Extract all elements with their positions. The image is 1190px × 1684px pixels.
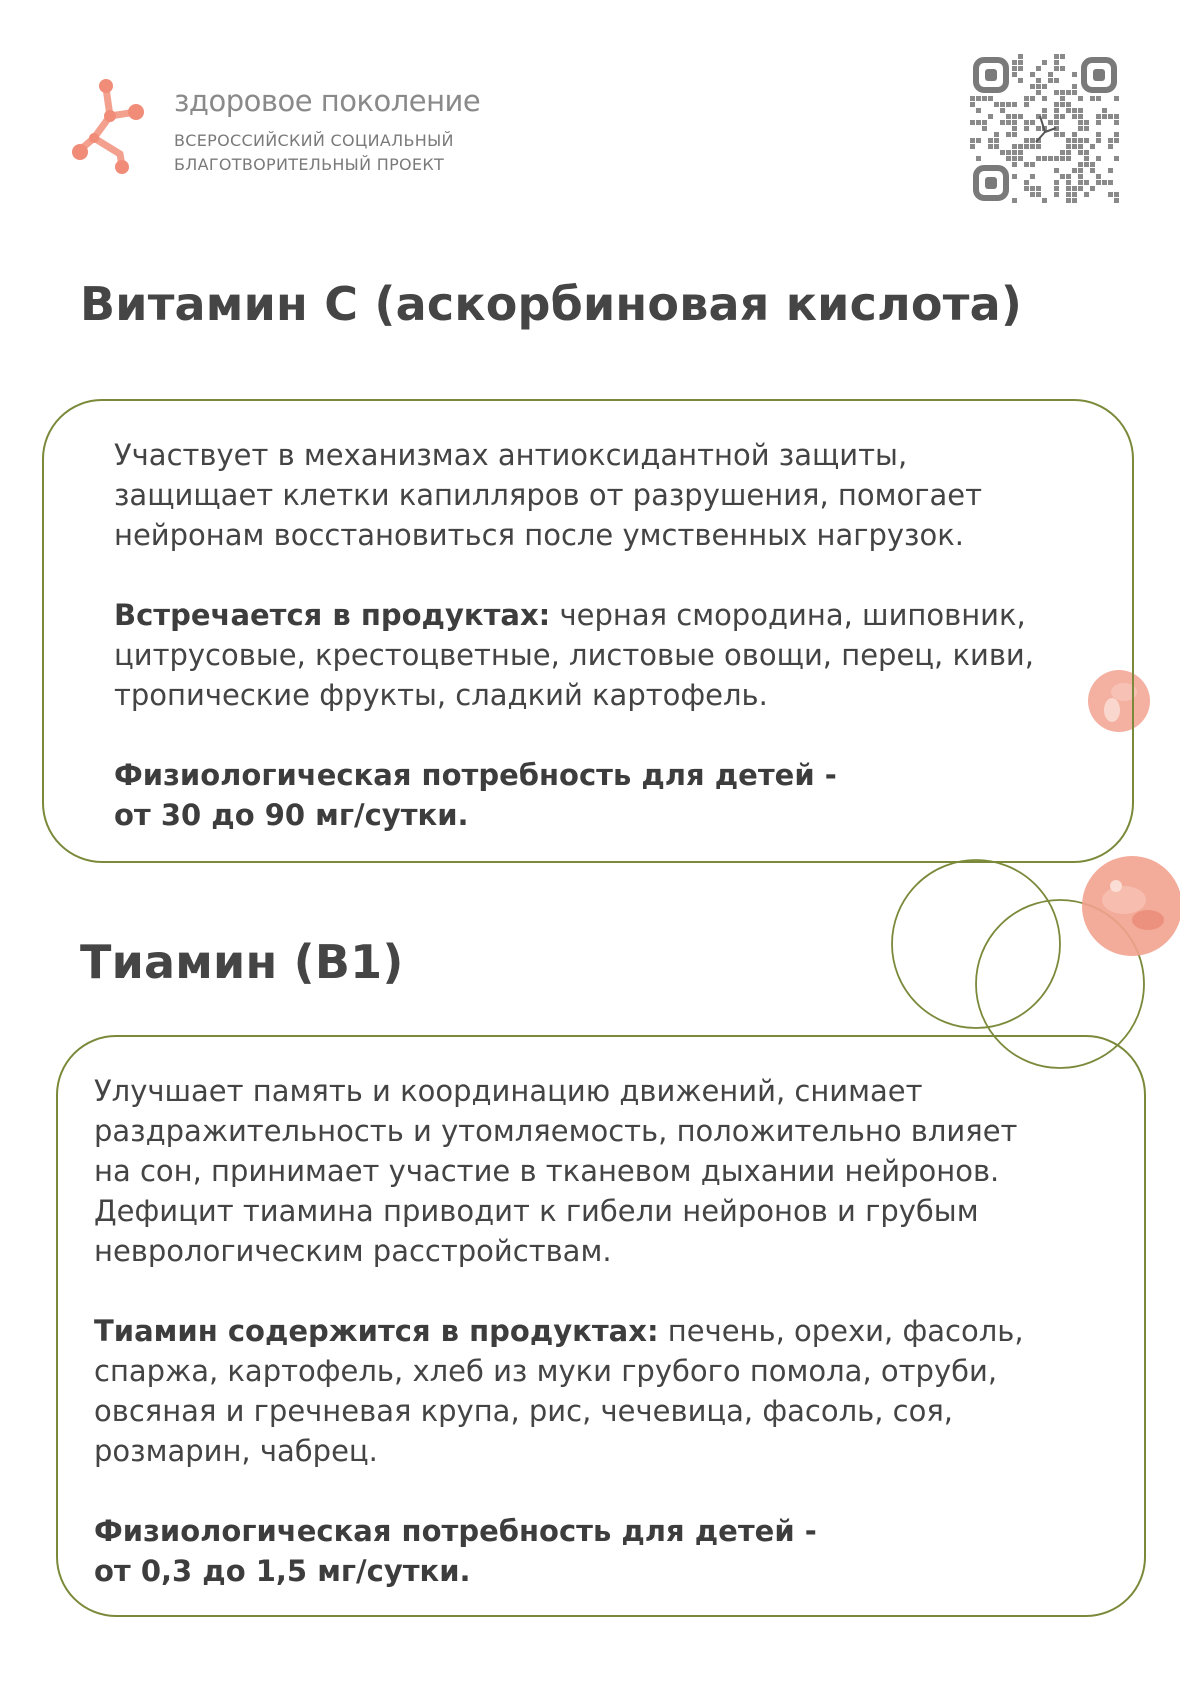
text-line: Дефицит тиамина приводит к гибели нейронов и грубым [94, 1194, 979, 1228]
foods-label: Встречается в продуктах: [114, 598, 551, 632]
text-line: печень, орехи, фасоль, [658, 1314, 1024, 1348]
text-line: черная смородина, шиповник, [550, 598, 1026, 632]
foods-text [114, 595, 1114, 715]
brand-subtitle-line: ВСЕРОССИЙСКИЙ СОЦИАЛЬНЫЙ [174, 131, 454, 150]
text-line: овсяная и гречневая крупа, рис, чечевица, фасоль, соя, [94, 1394, 954, 1428]
section-title: Тиамин (В1) [80, 935, 404, 989]
text-line: неврологическим расстройствам. [94, 1234, 612, 1268]
text-line: спаржа, картофель, хлеб из муки грубого помола, отруби, [94, 1354, 998, 1388]
description [114, 435, 1114, 555]
description [94, 1071, 1114, 1271]
text-line: Улучшает память и координацию движений, снимает [94, 1074, 923, 1108]
daily-need [114, 755, 1114, 835]
foods-text [94, 1311, 1114, 1471]
text-line: защищает клетки капилляров от разрушения, помогает [114, 478, 982, 512]
brand-subtitle-line: БЛАГОТВОРИТЕЛЬНЫЙ ПРОЕКТ [174, 155, 445, 174]
foods-label: Тиамин содержится в продуктах: [94, 1314, 659, 1348]
need-line: Физиологическая потребность для детей - [114, 758, 837, 792]
brand-name: здоровое поколение [174, 84, 481, 118]
molecule-icon [70, 76, 150, 176]
text-line: на сон, принимает участие в тканевом дыхании нейронов. [94, 1154, 1000, 1188]
need-line: от 30 до 90 мг/сутки. [114, 798, 469, 832]
info-card [42, 399, 1134, 863]
info-card [56, 1035, 1146, 1617]
text-line: тропические фрукты, сладкий картофель. [114, 678, 768, 712]
daily-need [94, 1511, 1114, 1591]
text-line: розмарин, чабрец. [94, 1434, 378, 1468]
text-line: цитрусовые, крестоцветные, листовые овощи, перец, киви, [114, 638, 1034, 672]
need-line: Физиологическая потребность для детей - [94, 1514, 817, 1548]
text-line: раздражительность и утомляемость, положительно влияет [94, 1114, 1018, 1148]
text-line: нейронам восстановиться после умственных нагрузок. [114, 518, 964, 552]
section-title: Витамин С (аскорбиновая кислота) [80, 277, 1023, 331]
text-line: Участвует в механизмах антиоксидантной защиты, [114, 438, 908, 472]
qr-code[interactable] [970, 54, 1120, 204]
brand-subtitle [174, 129, 454, 177]
need-line: от 0,3 до 1,5 мг/сутки. [94, 1554, 471, 1588]
